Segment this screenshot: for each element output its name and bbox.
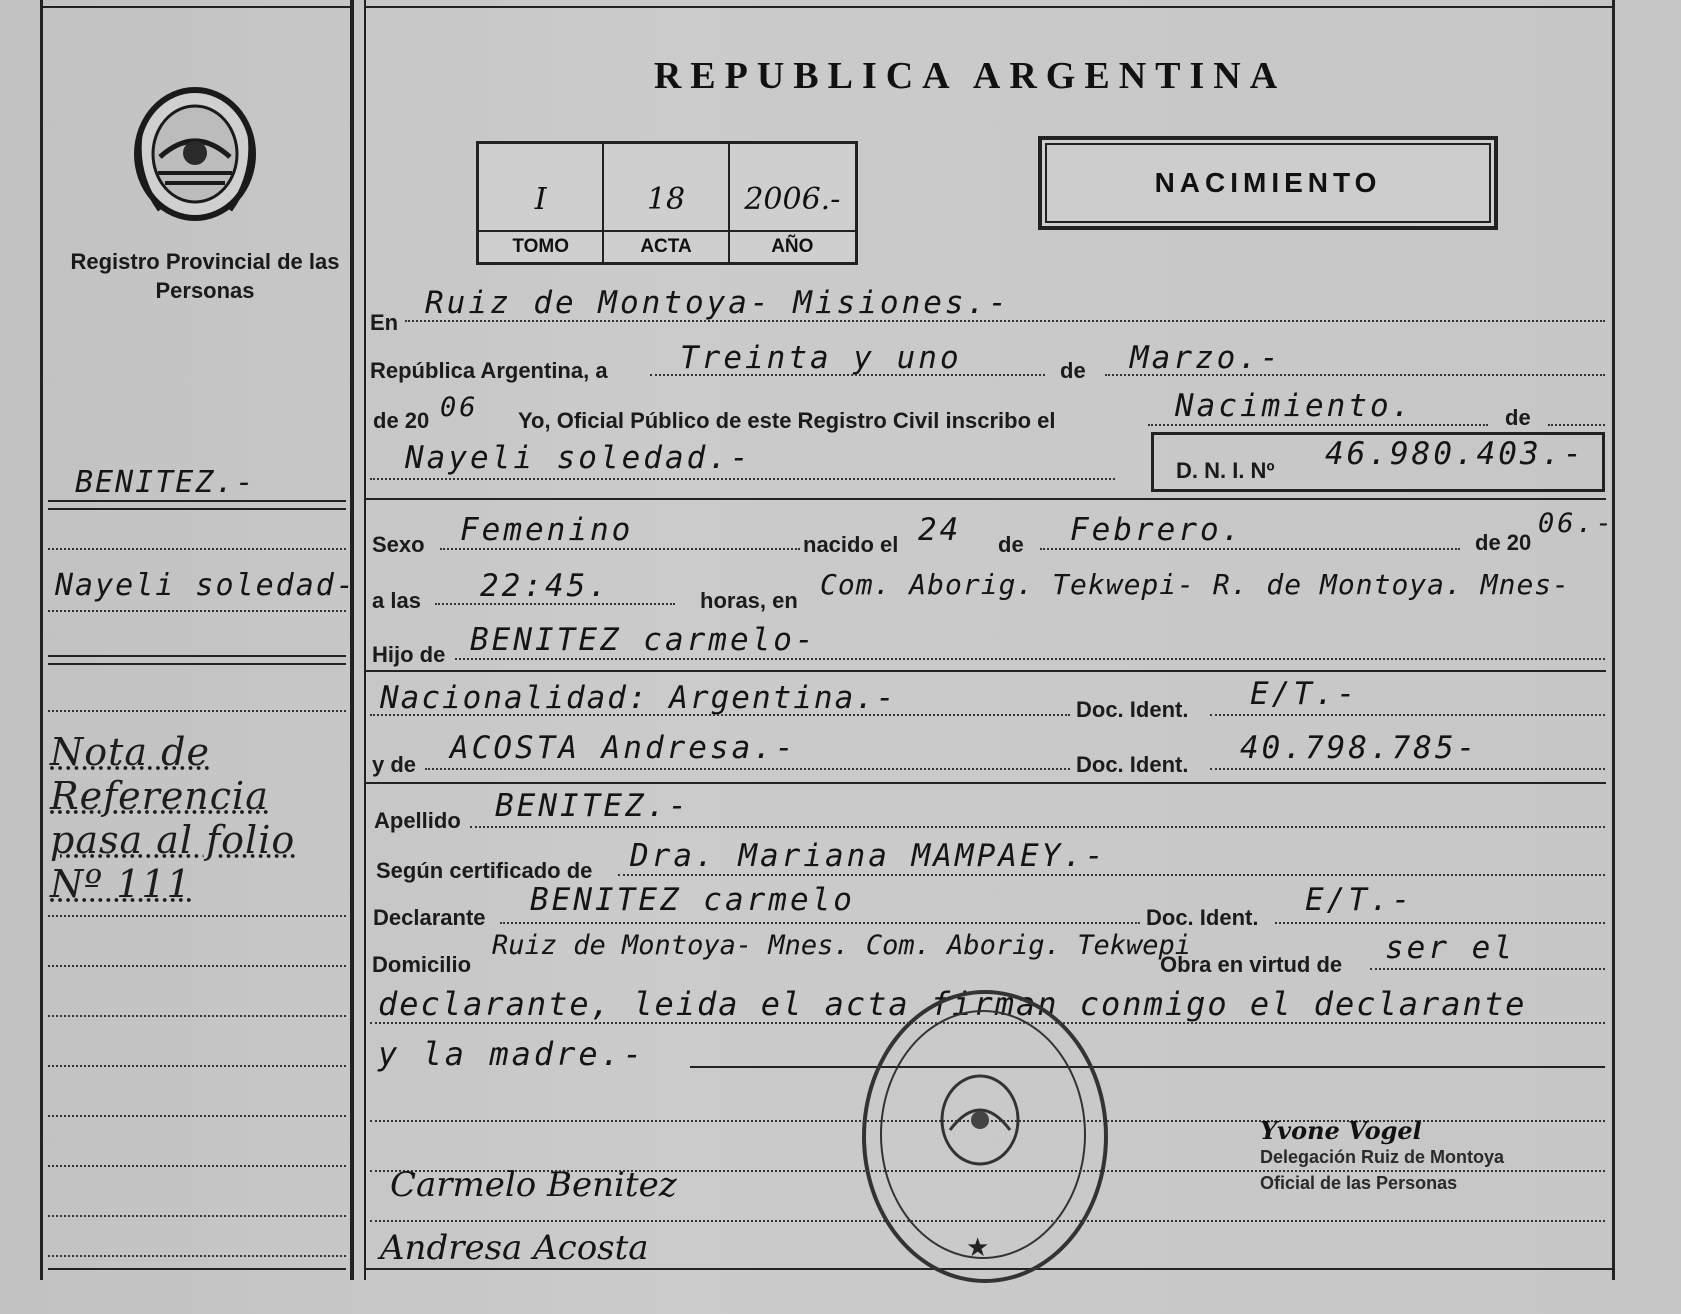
column-divider-inner: [364, 0, 366, 1280]
year-prefix: de 20: [373, 408, 430, 433]
obra-label: Obra en virtud de: [1160, 952, 1343, 977]
left-dotted-line: [48, 915, 346, 917]
rule: [366, 670, 1606, 672]
declarante-label: Declarante: [373, 905, 486, 930]
left-dotted-line: [48, 548, 346, 550]
left-rule: [48, 663, 346, 665]
republica-label: República Argentina, a: [370, 358, 608, 383]
provincia-misiones-seal: [130, 85, 260, 223]
dotted-line: [1210, 714, 1605, 716]
doc-label-mother: Doc. Ident.: [1076, 752, 1189, 777]
stamp-star-icon: ★: [966, 1232, 990, 1262]
acta-cell: [604, 144, 729, 262]
doc-label-declarant: Doc. Ident.: [1146, 905, 1259, 930]
declarant-value: BENITEZ carmelo: [530, 882, 855, 918]
registry-reference-box: [476, 141, 858, 265]
record-type-box: NACIMIENTO: [1038, 136, 1498, 230]
surname-value: BENITEZ.-: [495, 788, 690, 824]
mother-doc-value: 40.798.785-: [1240, 730, 1479, 766]
left-given-names: Nayeli soledad-: [55, 568, 356, 603]
en-label: En: [370, 310, 399, 335]
birth-month-value: Febrero.: [1070, 512, 1244, 548]
official-line-3: Oficial de las Personas: [1260, 1173, 1458, 1193]
declarant-doc-value: E/T.-: [1305, 882, 1414, 918]
father-value: BENITEZ carmelo-: [470, 622, 817, 658]
rule: [690, 1066, 1605, 1068]
left-dotted-line: [48, 610, 346, 612]
father-signature: Carmelo Benitez: [390, 1165, 677, 1205]
certificate-value: Dra. Mariana MAMPAEY.-: [630, 838, 1107, 874]
dotted-line: [500, 922, 1140, 924]
closing-line-3: y la madre.-: [378, 1035, 646, 1073]
de3-label: de: [998, 532, 1024, 557]
registry-name: Registro Provincial de las Personas: [70, 249, 340, 303]
sex-value: Femenino: [460, 512, 634, 548]
left-rule: [48, 508, 346, 510]
closing-line-2: declarante, leida el acta firman conmigo el declarante: [378, 985, 1527, 1023]
dotted-line: [618, 874, 1605, 876]
inscribe-value: Nacimiento.: [1175, 388, 1414, 424]
birthplace-value: Com. Aborig. Tekwepi- R. de Montoya. Mnes-: [820, 568, 1571, 601]
left-border: [40, 0, 43, 1280]
birth-day-value: 24: [918, 512, 962, 548]
year-value: 06: [440, 392, 479, 423]
top-rule-right: [366, 6, 1612, 8]
de-label: de: [1060, 358, 1086, 383]
certificado-label: Según certificado de: [376, 858, 593, 883]
address-value: Ruiz de Montoya- Mnes. Com. Aborig. Tekwepi: [492, 930, 1191, 961]
hijo-label: Hijo de: [372, 642, 446, 667]
dotted-line: [1105, 374, 1605, 376]
tomo-cell: [479, 144, 604, 262]
dotted-line: [1040, 548, 1460, 550]
dotted-line: [1370, 968, 1605, 970]
left-dotted-line: [48, 1165, 346, 1167]
official-name: Yvone Vogel: [1260, 1116, 1422, 1145]
left-surname: BENITEZ.-: [75, 465, 256, 500]
dotted-line: [1148, 424, 1488, 426]
place-value: Ruiz de Montoya- Misiones.-: [425, 285, 1010, 321]
dotted-line: [455, 658, 1605, 660]
alas-label: a las: [372, 588, 421, 613]
dni-value: 46.980.403.-: [1325, 436, 1585, 472]
dni-label: D. N. I. Nº: [1176, 458, 1275, 483]
de20-label: de 20: [1475, 530, 1532, 555]
rule: [366, 498, 1606, 500]
left-dotted-line: [48, 965, 346, 967]
dotted-line: [405, 320, 1605, 322]
column-divider: [350, 0, 354, 1280]
rule: [366, 782, 1606, 784]
dotted-line: [470, 826, 1605, 828]
tomo-label: TOMO: [479, 230, 602, 262]
obra-value: ser el: [1385, 930, 1515, 966]
dotted-line: [650, 374, 1045, 376]
left-rule: [48, 500, 346, 502]
right-border: [1612, 0, 1615, 1280]
child-name-value: Nayeli soledad.-: [405, 440, 752, 476]
yde-label: y de: [372, 752, 417, 777]
top-rule-left: [42, 6, 350, 8]
domicilio-label: Domicilio: [372, 952, 472, 977]
dotted-line: [1210, 768, 1605, 770]
mother-signature: Andresa Acosta: [380, 1228, 649, 1268]
nationality-value: Nacionalidad: Argentina.-: [380, 680, 897, 716]
ano-value: 2006.-: [744, 182, 841, 217]
hour-value: 22:45.: [480, 568, 610, 604]
acta-label: ACTA: [604, 230, 727, 262]
apellido-label: Apellido: [374, 808, 461, 833]
dotted-line: [1275, 922, 1605, 924]
dotted-line: [425, 768, 1070, 770]
nacido-label: nacido el: [803, 532, 899, 557]
tomo-value: I: [534, 182, 547, 217]
dotted-line: [370, 478, 1115, 480]
birth-year-value: 06.-: [1538, 508, 1616, 539]
month-value: Marzo.-: [1130, 340, 1282, 376]
ano-cell: [730, 144, 855, 262]
ano-label: AÑO: [730, 230, 855, 262]
official-signature-block: [1260, 1118, 1504, 1196]
left-dotted-line: [48, 1065, 346, 1067]
left-dotted-line: [48, 1255, 346, 1257]
stamp-emblem-icon: [935, 1070, 1025, 1170]
day-value: Treinta y uno: [680, 340, 962, 376]
acta-value: 18: [646, 182, 686, 217]
official-line-2: Delegación Ruiz de Montoya: [1260, 1147, 1505, 1167]
oficial-text: Yo, Oficial Público de este Registro Civil inscribo el: [518, 408, 1056, 433]
dotted-line: [370, 714, 1070, 716]
father-doc-value: E/T.-: [1250, 676, 1359, 712]
dotted-line: [1548, 424, 1605, 426]
left-dotted-line: [48, 1015, 346, 1017]
dotted-line: [440, 548, 800, 550]
left-dotted-line: [48, 1115, 346, 1117]
de2-label: de: [1505, 405, 1531, 430]
document-title: REPUBLICA ARGENTINA: [653, 55, 1287, 97]
reference-note: Nota de Referencia pasa al folio Nº 111: [50, 730, 296, 906]
horas-label: horas, en: [700, 588, 798, 613]
dotted-line: [435, 603, 675, 605]
left-dotted-line: [48, 710, 346, 712]
left-bottom-rule: [48, 1268, 346, 1270]
sexo-label: Sexo: [372, 532, 425, 557]
mother-value: ACOSTA Andresa.-: [450, 730, 797, 766]
left-dotted-line: [48, 1215, 346, 1217]
doc-label-father: Doc. Ident.: [1076, 697, 1189, 722]
left-rule: [48, 655, 346, 657]
